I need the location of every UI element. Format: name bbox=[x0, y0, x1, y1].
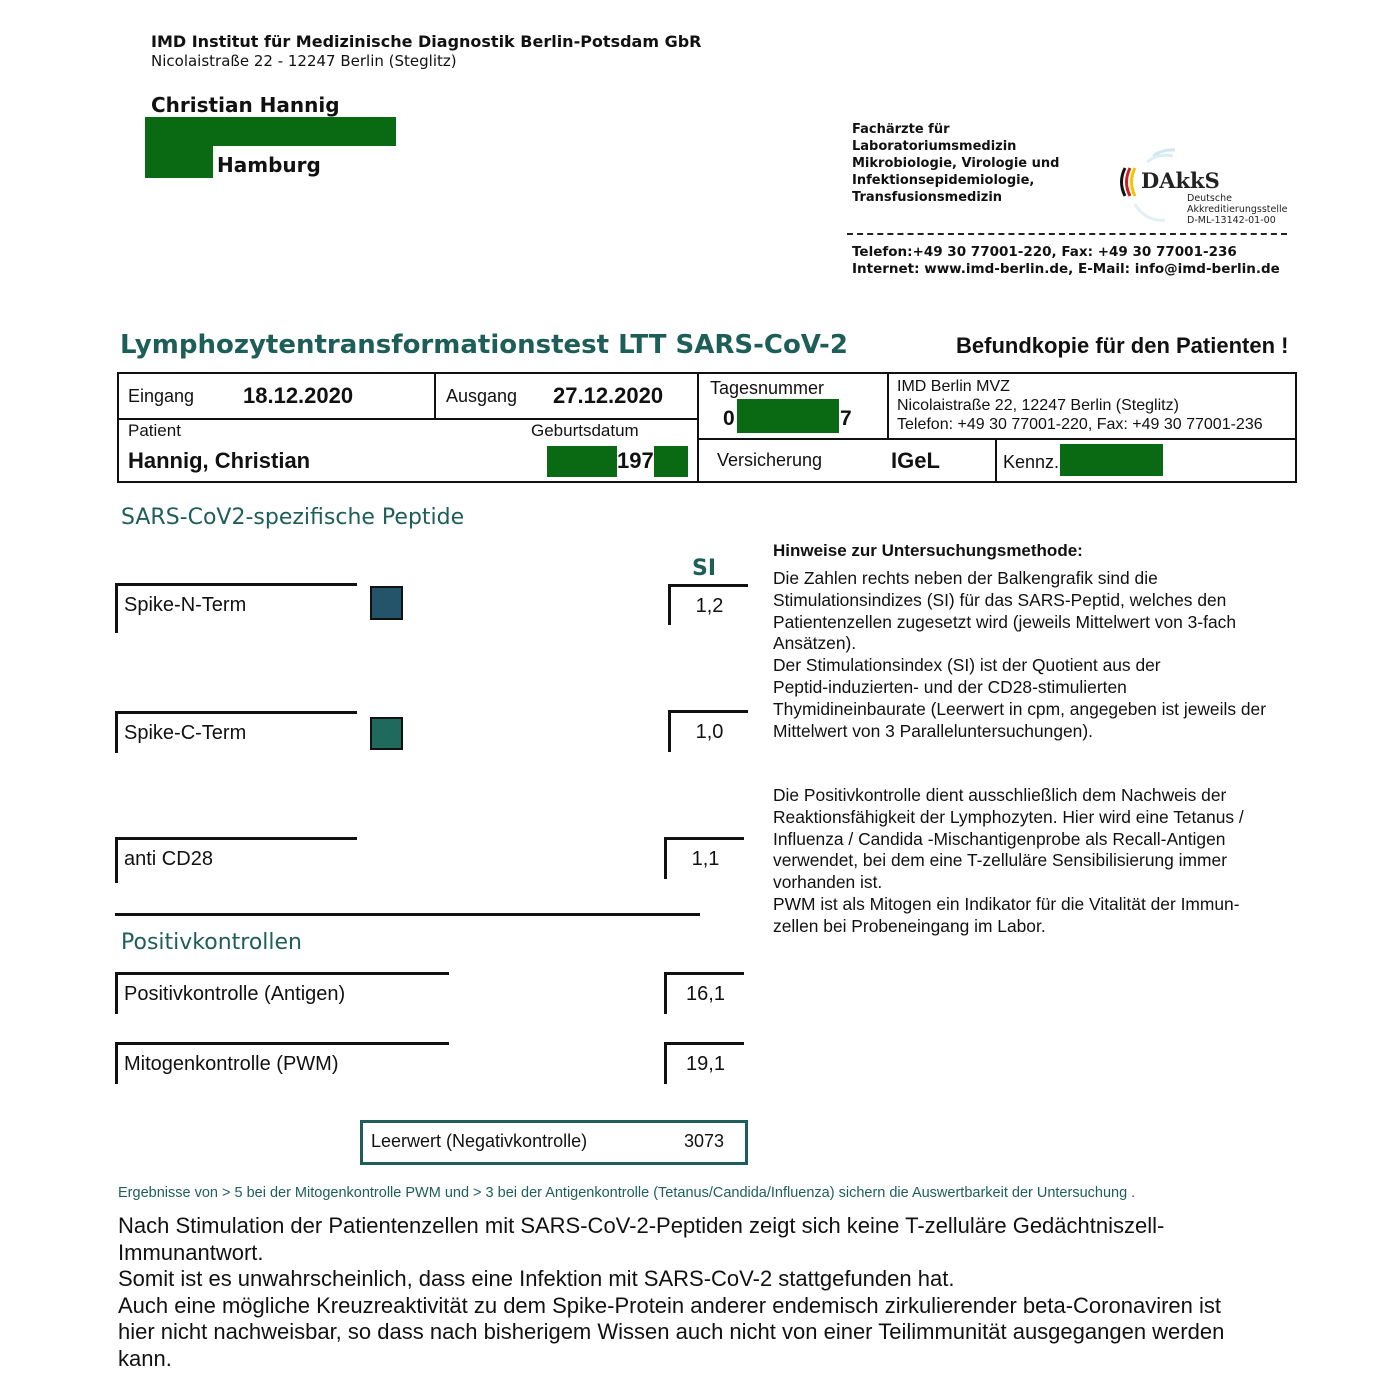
si-value: 1,2 bbox=[668, 584, 748, 625]
recipient-name: Christian Hannig bbox=[151, 93, 340, 117]
conclusion-line: Nach Stimulation der Patientenzellen mit SARS-CoV-2-Peptiden zeigt sich keine T-zelluläre Gedächtniszell- bbox=[118, 1213, 1165, 1238]
table-divider bbox=[887, 374, 889, 438]
eingang-value: 18.12.2020 bbox=[243, 383, 354, 408]
peptide-label: anti CD28 bbox=[115, 837, 357, 883]
table-divider bbox=[995, 438, 997, 481]
method-line: Patientenzellen zugesetzt wird (jeweils Mittelwert von 3-fach bbox=[773, 611, 1236, 632]
method-line: Mittelwert von 3 Paralleluntersuchungen). bbox=[773, 720, 1093, 741]
control-line: Die Positivkontrolle dient ausschließlich dem Nachweis der bbox=[773, 785, 1227, 805]
evaluation-note: Ergebnisse von > 5 bei der Mitogenkontrolle PWM und > 3 bei der Antigenkontrolle (Tetanus/Candida/Influenza) sichern die Auswertbarkeit der Untersuchung . bbox=[118, 1185, 1136, 1201]
insurance-label: Versicherung bbox=[717, 450, 823, 470]
method-line: Thymidineinbaurate (Leerwert in cpm, angegeben ist jeweils der bbox=[773, 698, 1266, 719]
redacted-zip bbox=[145, 146, 213, 178]
peptide-label: Spike-C-Term bbox=[115, 711, 357, 753]
redacted-birthdate-end bbox=[654, 446, 688, 477]
recipient-city: Hamburg bbox=[217, 153, 321, 177]
mvz-line: Nicolaistraße 22, 12247 Berlin (Steglitz) bbox=[897, 397, 1179, 414]
mvz-line: IMD Berlin MVZ bbox=[897, 378, 1010, 395]
specialty-line: Infektionsepidemiologie, bbox=[852, 173, 1035, 188]
si-column-header: SI bbox=[692, 556, 717, 581]
si-bar bbox=[370, 586, 403, 620]
method-text bbox=[773, 568, 1318, 742]
specialty-line: Transfusionsmedizin bbox=[852, 190, 1003, 205]
specialty-line: Laboratoriumsmedizin bbox=[852, 139, 1017, 154]
dakks-line: D-ML-13142-01-00 bbox=[1187, 215, 1276, 226]
specialty-line: Fachärzte für bbox=[852, 122, 950, 137]
conclusion-line: Somit ist es unwahrscheinlich, dass eine Infektion mit SARS-CoV-2 stattgefunden hat. bbox=[118, 1266, 955, 1292]
conclusion-line: hier nicht nachweisbar, so dass nach bisherigem Wissen auch nicht von einer Teilimmunität ausgegangen werden bbox=[118, 1319, 1225, 1345]
redacted-tagesnummer bbox=[737, 399, 839, 433]
method-line: Der Stimulationsindex (SI) ist der Quotient aus der bbox=[773, 655, 1161, 676]
lab-contact bbox=[852, 244, 1280, 278]
tagesnummer-label: Tagesnummer bbox=[710, 378, 825, 398]
conclusion-line: Auch eine mögliche Kreuzreaktivität zu dem Spike-Protein anderer endemisch zirkulierender beta-Coronaviren ist bbox=[118, 1292, 1221, 1318]
lab-name: IMD Institut für Medizinische Diagnostik Berlin-Potsdam GbR bbox=[151, 32, 702, 51]
dakks-subtitle bbox=[1187, 193, 1288, 226]
si-bar bbox=[370, 717, 403, 750]
controls-heading: Positivkontrollen bbox=[121, 930, 302, 955]
kennz-label: Kennz. bbox=[1003, 452, 1060, 472]
control-explanation bbox=[773, 785, 1308, 938]
control-line: zellen bei Probeneingang im Labor. bbox=[773, 915, 1046, 936]
control-line: verwendet, bei dem eine T-zelluläre Sensibilisierung immer bbox=[773, 850, 1227, 871]
copy-note: Befundkopie für den Patienten ! bbox=[956, 333, 1289, 358]
method-line: Stimulationsindizes (SI) für das SARS-Peptid, welches den bbox=[773, 589, 1227, 610]
control-line: Influenza / Candida -Mischantigenprobe als Recall-Antigen bbox=[773, 828, 1226, 849]
conclusion-line: Immunantwort. bbox=[118, 1239, 264, 1265]
specialty-line: Mikrobiologie, Virologie und bbox=[852, 156, 1060, 171]
mvz-line: Telefon: +49 30 77001-220, Fax: +49 30 77001-236 bbox=[897, 416, 1263, 433]
blank-control-label: Leerwert (Negativkontrolle) bbox=[371, 1131, 588, 1151]
table-divider bbox=[697, 438, 1295, 440]
dashed-divider bbox=[847, 233, 1287, 235]
control-label: Positivkontrolle (Antigen) bbox=[115, 972, 449, 1014]
ausgang-label: Ausgang bbox=[446, 386, 518, 406]
method-line: Die Zahlen rechts neben der Balkengrafik sind die bbox=[773, 568, 1158, 588]
section-divider bbox=[115, 913, 700, 916]
lab-address: Nicolaistraße 22 - 12247 Berlin (Steglitz) bbox=[151, 52, 457, 70]
control-line: PWM ist als Mitogen ein Indikator für die Vitalität der Immun- bbox=[773, 893, 1240, 914]
conclusion-line: kann. bbox=[118, 1345, 172, 1371]
tagesnummer-end: 7 bbox=[840, 407, 852, 430]
patient-value: Hannig, Christian bbox=[128, 448, 311, 473]
mvz-address bbox=[897, 377, 1263, 434]
peptide-label: Spike-N-Term bbox=[115, 583, 357, 633]
contact-internet: Internet: www.imd-berlin.de, E-Mail: info@imd-berlin.de bbox=[852, 261, 1280, 277]
dakks-brand: DAkkS bbox=[1141, 168, 1220, 193]
table-divider bbox=[697, 374, 699, 481]
control-line: vorhanden ist. bbox=[773, 872, 883, 893]
patient-label: Patient bbox=[128, 421, 181, 440]
dakks-line: Akkreditierungsstelle bbox=[1187, 204, 1288, 215]
table-divider bbox=[434, 374, 436, 418]
blank-control-value: 3073 bbox=[684, 1131, 725, 1151]
control-value: 19,1 bbox=[664, 1042, 744, 1084]
redacted-kennz bbox=[1060, 444, 1163, 476]
info-table bbox=[117, 372, 1297, 483]
birthdate-label: Geburtsdatum bbox=[531, 421, 639, 440]
table-divider bbox=[119, 418, 697, 420]
contact-phone: Telefon:+49 30 77001-220, Fax: +49 30 77001-236 bbox=[852, 244, 1237, 260]
control-value: 16,1 bbox=[664, 972, 744, 1014]
document-title: Lymphozytentransformationstest LTT SARS-CoV-2 bbox=[120, 330, 848, 360]
lab-specialties bbox=[852, 121, 1092, 206]
insurance-value: IGeL bbox=[891, 448, 940, 473]
method-title: Hinweise zur Untersuchungsmethode: bbox=[773, 541, 1083, 560]
peptides-heading: SARS-CoV2-spezifische Peptide bbox=[121, 505, 465, 530]
si-value: 1,1 bbox=[664, 837, 744, 879]
control-line: Reaktionsfähigkeit der Lymphozyten. Hier wird eine Tetanus / bbox=[773, 806, 1244, 827]
method-line: Peptid-induzierten- und der CD28-stimulierten bbox=[773, 676, 1127, 697]
method-line: Ansätzen). bbox=[773, 633, 857, 654]
eingang-label: Eingang bbox=[128, 386, 195, 406]
redacted-birthdate-start bbox=[547, 446, 617, 477]
dakks-line: Deutsche bbox=[1187, 193, 1232, 204]
control-label: Mitogenkontrolle (PWM) bbox=[115, 1042, 449, 1084]
si-value: 1,0 bbox=[668, 710, 748, 752]
ausgang-value: 27.12.2020 bbox=[553, 383, 664, 408]
tagesnummer-start: 0 bbox=[723, 407, 735, 430]
redacted-street bbox=[145, 117, 396, 146]
conclusion-text bbox=[118, 1213, 1318, 1373]
birthdate-partial: 197 bbox=[617, 448, 654, 473]
